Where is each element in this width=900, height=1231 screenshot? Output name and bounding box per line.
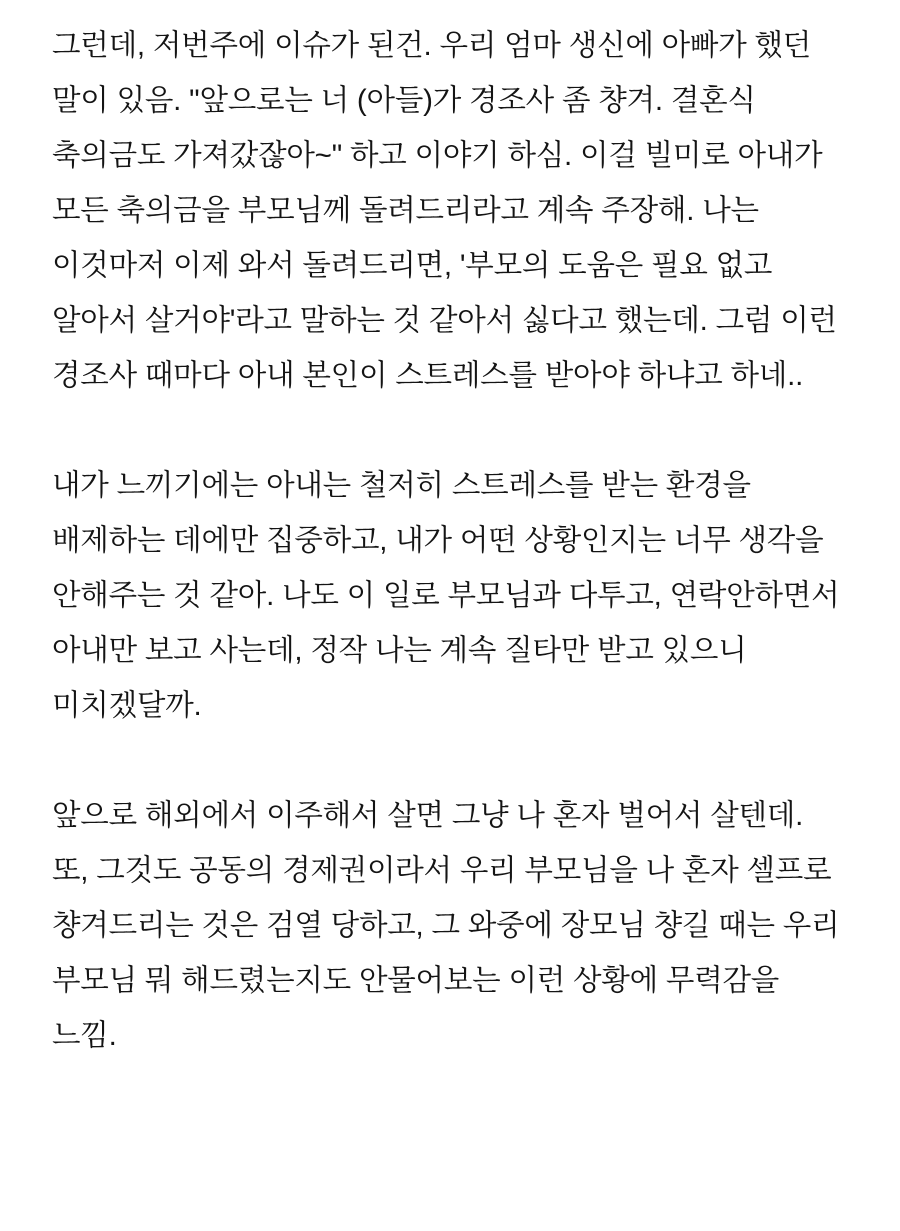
paragraph: 앞으로 해외에서 이주해서 살면 그냥 나 혼자 벌어서 살텐데. 또, 그것도 공동의 경제권이라서 우리 부모님을 나 혼자 셀프로 챵겨드리는 것은 검열 당하고, 그 와중에 장모님 챵길 때는 우리 부모님 뭐 해드렸는지도 안물어보는 이런 상황에 무력감을 느낌. xyxy=(52,799,840,1052)
article-body xyxy=(52,18,842,1063)
paragraph: 내가 느끼기에는 아내는 철저히 스트레스를 받는 환경을 배제하는 데에만 집중하고, 내가 어떤 상황인지는 너무 생각을 안해주는 것 같아. 나도 이 일로 부모님과 다투고, 연락안하면서 아내만 보고 사는데, 정작 나는 계속 질타만 받고 있으니 미치겠달까. xyxy=(52,469,840,722)
paragraph: 그런데, 저번주에 이슈가 된건. 우리 엄마 생신에 아빠가 했던 말이 있음. "앞으로는 너 (아들)가 경조사 좀 챵겨. 결혼식 축의금도 가져갔잖아~" 하고 이야기 하심. 이걸 빌미로 아내가 모든 축의금을 부모님께 돌려드리라고 계속 주장해. 나는 이것마저 이제 와서 돌려드리면, '부모의 도움은 필요 없고 알아서 살거야'라고 말하는 것 같아서 싫다고 했는데. 그럼 이런 경조사 때마다 아내 본인이 스트레스를 받아야 하냐고 하네.. xyxy=(52,29,837,392)
